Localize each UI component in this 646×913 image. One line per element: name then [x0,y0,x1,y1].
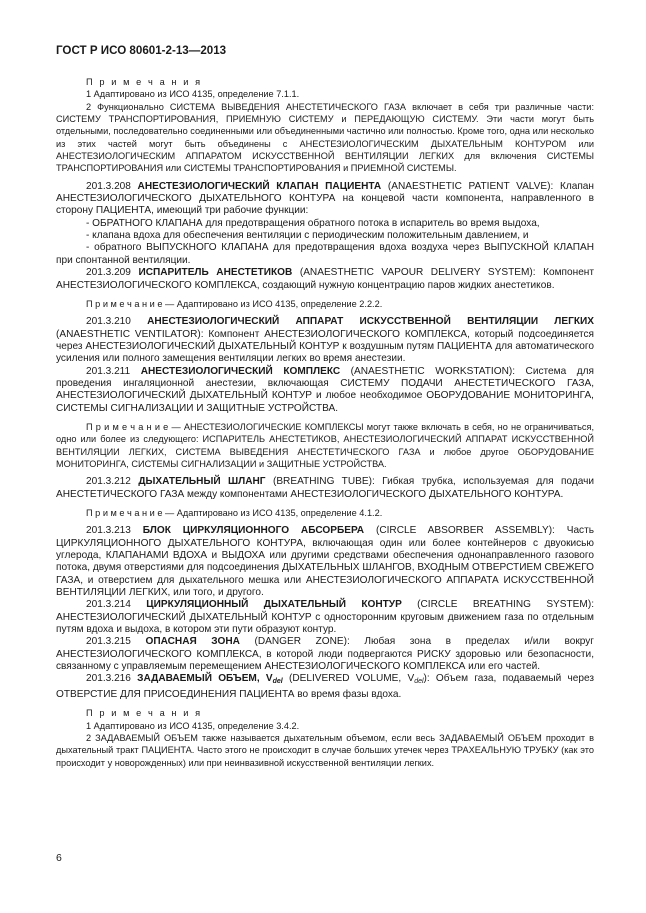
definition-213: 201.3.213 БЛОК ЦИРКУЛЯЦИОННОГО АБСОРБЕРА (CIRCLE ABSORBER ASSEMBLY): Часть ЦИРКУЛЯЦИОННОГО ДЫХАТЕЛЬНОГО КОНТУРА, включающая один или более контейнеров с двуокисью углерода, КЛАПАНАМИ ВДОХА и ВЫДОХА или другими средствами обеспечения однонаправленного газового потока, двумя отверстиями для подсоединения ДЫХАТЕЛЬНЫХ ШЛАНГОВ, ВХОДНЫМ ОТВЕРСТИЕМ СВЕЖЕГО ГАЗА, и отверстием для дыхательного мешка или АНЕСТЕЗИОЛОГИЧЕСКОГО АППАРАТА ИСКУССТВЕННОЙ ВЕНТИЛЯЦИИ ЛЕГКИХ, или того, и другого. [56,525,594,599]
note-item: 2 ЗАДАВАЕМЫЙ ОБЪЕМ также называется дыхательным объемом, если весь ЗАДАВАЕМЫЙ ОБЪЕМ проходит в дыхательный тракт ПАЦИЕНТА. Часто этого не происходит в случае больших утечек через ТРАХЕАЛЬНУЮ ТРУБКУ (как это происходит у новорожденных) или при неинвазивной искусственной вентиляции легких. [56,732,594,768]
term: АНЕСТЕЗИОЛОГИЧЕСКИЙ КОМПЛЕКС [140,365,341,377]
note-heading: П р и м е ч а н и я [86,708,203,719]
term: БЛОК ЦИРКУЛЯЦИОННОГО АБСОРБЕРА [142,525,365,537]
document-body [56,76,594,769]
definition-212: 201.3.212 ДЫХАТЕЛЬНЫЙ ШЛАНГ (BREATHING TUBE): Гибкая трубка, используемая для подачи АНЕСТЕТИЧЕСКОГО ГАЗА между компонентами АНЕСТЕЗИОЛОГИЧЕСКОГО ДЫХАТЕЛЬНОГО КОНТУРА. [56,476,595,500]
bullet-item: - клапана вдоха для обеспечения вентиляции с периодическим положительным давлением, и [86,230,529,242]
term: АНЕСТЕЗИОЛОГИЧЕСКИЙ АППАРАТ ИСКУССТВЕННОЙ ВЕНТИЛЯЦИИ ЛЕГКИХ [147,316,594,328]
definition-208: 201.3.208 АНЕСТЕЗИОЛОГИЧЕСКИЙ КЛАПАН ПАЦИЕНТА (ANAESTHETIC PATIENT VALVE): Клапан АНЕСТЕЗИОЛОГИЧЕСКОГО ДЫХАТЕЛЬНОГО КОНТУРА на концевой части компонента, направленного в сторону ПАЦИЕНТА, имеющий три рабочие функции: [56,180,594,217]
definition-215: 201.3.215 ОПАСНАЯ ЗОНА (DANGER ZONE): Любая зона в пределах и/или вокруг АНЕСТЕЗИОЛОГИЧЕСКОГО КОМПЛЕКСА, в которой люди подвергаются РИСКУ здоровью или безопасности, связанному с управляемым перемещением АНЕСТЕЗИОЛОГИЧЕСКОГО КОМПЛЕКСА или его частей. [56,636,594,673]
note: П р и м е ч а н и е — АНЕСТЕЗИОЛОГИЧЕСКИЕ КОМПЛЕКСЫ могут также включать в себя, но не ограничиваться, одно или более из следующего: ИСПАРИТЕЛЬ АНЕСТЕТИКОВ, АНЕСТЕЗИОЛОГИЧЕСКИЙ АППАРАТ ИСКУССТВЕННОЙ ВЕНТИЛЯЦИИ ЛЕГКИХ, СИСТЕМА ВЫВЕДЕНИЯ АНЕСТЕТИЧЕСКОГО ГАЗА и любое другое ОБОРУДОВАНИЕ МОНИТОРИНГА, СИСТЕМЫ СИГНАЛИЗАЦИИ и ЗАЩИТНЫЕ УСТРОЙСТВА. [56,421,594,469]
definition-209: 201.3.209 ИСПАРИТЕЛЬ АНЕСТЕТИКОВ (ANAESTHETIC VAPOUR DELIVERY SYSTEM): Компонент АНЕСТЕЗИОЛОГИЧЕСКОГО КОМПЛЕКСА, создающий нужную концентрацию паров жидких анестетиков. [56,267,594,291]
note: П р и м е ч а н и е — Адаптировано из ИСО 4135, определение 4.1.2. [86,508,383,518]
definition-211: 201.3.211 АНЕСТЕЗИОЛОГИЧЕСКИЙ КОМПЛЕКС (ANAESTHETIC WORKSTATION): Система для проведения ингаляционной анестезии, включающая СИСТЕМУ ПОДАЧИ АНЕСТЕТИЧЕСКОГО ГАЗА, АНЕСТЕЗИОЛОГИЧЕСКИЙ ДЫХАТЕЛЬНЫЙ КОНТУР и любое необходимое ОБОРУДОВАНИЕ МОНИТОРИНГА, СИСТЕМЫ СИГНАЛИЗАЦИИ И ЗАЩИТНЫЕ УСТРОЙСТВА. [56,365,594,414]
term: ОПАСНАЯ ЗОНА [145,636,240,648]
definition-210: 201.3.210 АНЕСТЕЗИОЛОГИЧЕСКИЙ АППАРАТ ИСКУССТВЕННОЙ ВЕНТИЛЯЦИИ ЛЕГКИХ (ANAESTHETIC VENTILATOR): Компонент АНЕСТЕЗИОЛОГИЧЕСКОГО КОМПЛЕКСА, который подсоединяется через АНЕСТЕЗИОЛОГИЧЕСКИЙ ДЫХАТЕЛЬНЫЙ КОНТУР к воздушным путям ПАЦИЕНТА для автоматического усиления или полного замещения вентиляции легких во время анестезии. [56,316,594,365]
definition-214: 201.3.214 ЦИРКУЛЯЦИОННЫЙ ДЫХАТЕЛЬНЫЙ КОНТУР (CIRCLE BREATHING SYSTEM): АНЕСТЕЗИОЛОГИЧЕСКИЙ ДЫХАТЕЛЬНЫЙ КОНТУР с односторонним круговым движением газа по отдельным путям вдоха и выдоха, в котором эти пути образуют контур. [56,599,594,636]
term: ЦИРКУЛЯЦИОННЫЙ ДЫХАТЕЛЬНЫЙ КОНТУР [146,599,402,611]
note-item: 2 Функционально СИСТЕМА ВЫВЕДЕНИЯ АНЕСТЕТИЧЕСКОГО ГАЗА включает в себя три различные части: СИСТЕМУ ТРАНСПОРТИРОВАНИЯ, ПРИЕМНУЮ СИСТЕМУ и ПЕРЕДАЮЩУЮ СИСТЕМУ. Эти части могут быть отдельными, последовательно соединенными или объединенными частично или полностью. Кроме того, одна или несколько из этих частей могут быть объединены с АНЕСТЕЗИОЛОГИЧЕСКИМ ДЫХАТЕЛЬНЫМ КОНТУРОМ или АНЕСТЕЗИОЛОГИЧЕСКИМ АППАРАТОМ ИСКУССТВЕННОЙ ВЕНТИЛЯЦИИ ЛЕГКИХ для включения СИСТЕМЫ ТРАНСПОРТИРОВАНИЯ или СИСТЕМЫ ТРАНСПОРТИРОВАНИЯ и ПРИЕМНОЙ СИСТЕМЫ. [56,101,594,174]
page-number: 6 [56,852,62,864]
note-item: 1 Адаптировано из ИСО 4135, определение 3.4.2. [86,720,300,731]
definition-216: 201.3.216 ЗАДАВАЕМЫЙ ОБЪЕМ, $V_{del}$ (DELIVERED VOLUME, $V_{del}$): Объем газа, подаваемый через ОТВЕРСТИЕ ДЛЯ ПРИСОЕДИНЕНИЯ ПАЦИЕНТА во время фазы вдоха. [56,673,594,700]
note-item: 1 Адаптировано из ИСО 4135, определение 7.1.1. [86,89,300,100]
bullet-item: - ОБРАТНОГО КЛАПАНА для предотвращения обратного потока в испаритель во время выдоха, [86,217,540,229]
bullet-item: - обратного ВЫПУСКНОГО КЛАПАНА для предотвращения вдоха воздуха через ВЫПУСКНОЙ КЛАПАН при спонтанной вентиляции. [56,242,594,266]
term: ИСПАРИТЕЛЬ АНЕСТЕТИКОВ [138,267,293,279]
note-heading: П р и м е ч а н и я [86,77,203,87]
note: П р и м е ч а н и е — Адаптировано из ИСО 4135, определение 2.2.2. [86,298,383,309]
term: ДЫХАТЕЛЬНЫЙ ШЛАНГ [138,476,266,488]
term: АНЕСТЕЗИОЛОГИЧЕСКИЙ КЛАПАН ПАЦИЕНТА [137,180,382,192]
document-header: ГОСТ Р ИСО 80601-2-13—2013 [56,44,227,57]
term: ЗАДАВАЕМЫЙ ОБЪЕМ, $V_{del}$ [137,673,283,686]
